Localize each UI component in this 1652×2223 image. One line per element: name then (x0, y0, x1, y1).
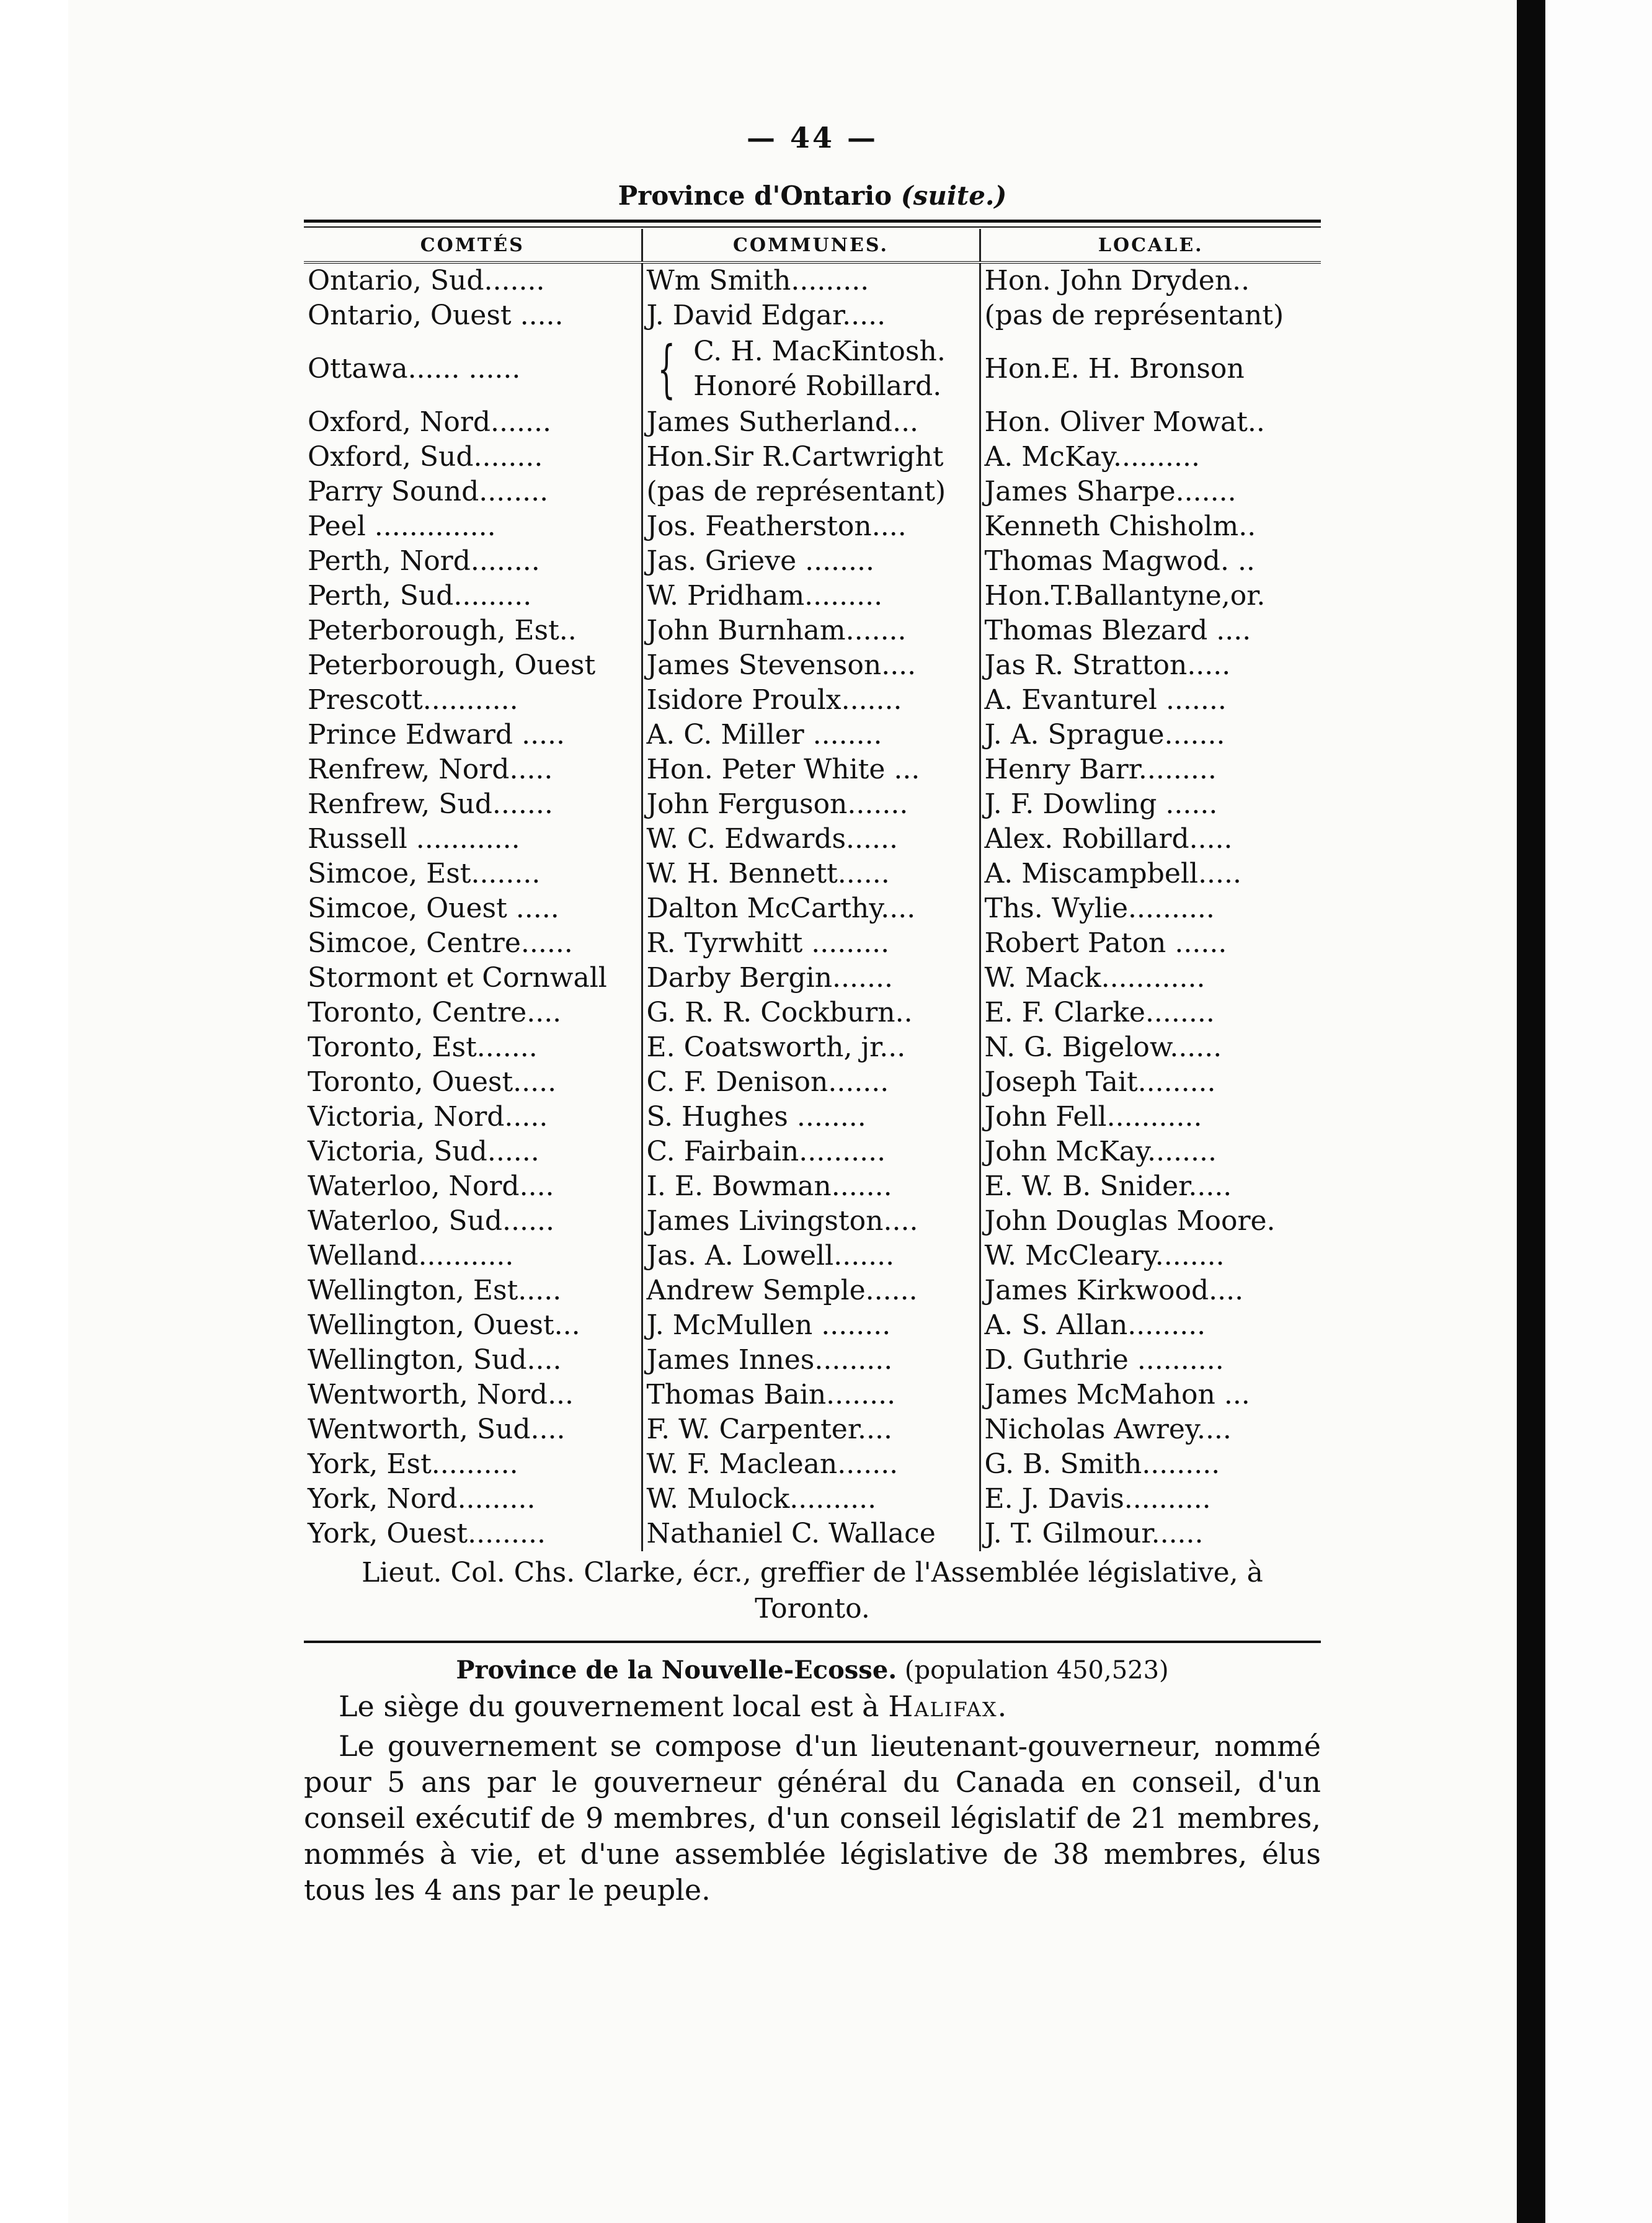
cell-local-member: E. F. Clarke........ (980, 996, 1321, 1030)
cell-county: Simcoe, Ouest ..... (308, 893, 559, 924)
cell-commons-member: John Ferguson....... (642, 787, 980, 822)
cell-county: Oxford, Nord....... (308, 406, 551, 438)
cell-county: Toronto, Centre.... (308, 997, 562, 1028)
cell-county: Renfrew, Sud....... (308, 788, 553, 820)
cell-county: Prescott........... (308, 684, 518, 716)
cell-county: Ottawa...... ...... (308, 353, 521, 385)
cell-local-member: D. Guthrie .......... (980, 1343, 1321, 1378)
table-row (304, 857, 1321, 891)
seat-city: Halifax. (888, 1690, 1008, 1723)
cell-county: Ontario, Sud....... (308, 265, 545, 296)
cell-local-member: Joseph Tait......... (980, 1065, 1321, 1100)
cell-county: Wentworth, Sud.... (308, 1414, 566, 1445)
table-row (304, 1447, 1321, 1482)
cell-county: Russell ............ (308, 823, 520, 855)
table-row (304, 1030, 1321, 1065)
clerk-note: Lieut. Col. Chs. Clarke, écr., greffier de l'Assemblée législative, à Toronto. (362, 1557, 1263, 1624)
title-suffix: (suite.) (900, 180, 1007, 211)
table-row (304, 996, 1321, 1030)
cell-county: Ontario, Ouest ..... (308, 300, 564, 331)
table-row (304, 683, 1321, 718)
cell-local-member: Hon.T.Ballantyne,or. (980, 579, 1321, 613)
table-row (304, 509, 1321, 544)
table-row (304, 298, 1321, 333)
cell-county: Peterborough, Est.. (308, 615, 577, 646)
section-province-name: Province de la Nouvelle-Ecosse. (456, 1655, 897, 1685)
col-header-communes: COMMUNES. (642, 229, 980, 262)
section-population: (population 450,523) (904, 1656, 1169, 1685)
cell-county: Simcoe, Est........ (308, 858, 541, 889)
table-row (304, 1378, 1321, 1412)
cell-local-member: Thomas Blezard .... (980, 613, 1321, 648)
province-title: Province d'Ontario (618, 180, 892, 211)
cell-county: Perth, Nord........ (308, 545, 540, 577)
paragraph-seat (304, 1688, 1321, 1724)
cell-local-member: J. T. Gilmour...... (980, 1517, 1321, 1551)
cell-county: Wellington, Sud.... (308, 1344, 562, 1376)
scan-margin-left (0, 0, 68, 2223)
cell-local-member: James Kirkwood.... (980, 1273, 1321, 1308)
cell-county: Perth, Sud......... (308, 580, 532, 612)
cell-commons-member: S. Hughes ........ (642, 1100, 980, 1134)
cell-county: York, Nord......... (308, 1483, 536, 1515)
section-heading (304, 1655, 1321, 1685)
cell-commons-member: Jas. A. Lowell....... (642, 1239, 980, 1273)
table-row (304, 891, 1321, 926)
cell-county: Victoria, Sud...... (308, 1136, 540, 1167)
cell-commons-member: F. W. Carpenter.... (642, 1412, 980, 1447)
cell-commons-member: W. Pridham......... (642, 579, 980, 613)
members-table (304, 229, 1321, 1551)
cell-commons-member: James Sutherland... (642, 405, 980, 440)
cell-county: Wentworth, Nord... (308, 1379, 574, 1410)
cell-commons-member: Thomas Bain........ (642, 1378, 980, 1412)
table-row (304, 613, 1321, 648)
col-header-comtes: COMTÉS (304, 229, 642, 262)
table-row (304, 1065, 1321, 1100)
cell-commons-member: John Burnham....... (642, 613, 980, 648)
col-header-locale: LOCALE. (980, 229, 1321, 262)
cell-county: Stormont et Cornwall (308, 962, 607, 994)
cell-commons-member: J. McMullen ........ (642, 1308, 980, 1343)
cell-local-member: A. Miscampbell..... (980, 857, 1321, 891)
cell-commons-member: Andrew Semple...... (642, 1273, 980, 1308)
table-header-row (304, 229, 1321, 262)
cell-county: Waterloo, Nord.... (308, 1170, 554, 1202)
cell-county: Peterborough, Ouest (308, 649, 596, 681)
cell-local-member: Kenneth Chisholm.. (980, 509, 1321, 544)
cell-local-member: W. Mack............ (980, 961, 1321, 996)
seat-text: Le siège du gouvernement local est à (339, 1690, 879, 1723)
cell-county: Simcoe, Centre...... (308, 927, 573, 959)
cell-local-member: (pas de représentant) (980, 298, 1321, 333)
cell-commons-member: Hon. Peter White ... (642, 752, 980, 787)
table-row (304, 1239, 1321, 1273)
table-row (304, 718, 1321, 752)
cell-commons-member: W. F. Maclean....... (642, 1447, 980, 1482)
cell-county: Wellington, Est..... (308, 1275, 562, 1306)
cell-commons-member: (pas de représentant) (642, 474, 980, 509)
cell-commons-member: Wm Smith......... (642, 262, 980, 298)
cell-local-member: James McMahon ... (980, 1378, 1321, 1412)
cell-commons-member: James Stevenson.... (642, 648, 980, 683)
cell-commons-member: J. David Edgar..... (642, 298, 980, 333)
bracketed-name: C. H. MacKintosh. (693, 336, 946, 367)
cell-local-member: John Fell........... (980, 1100, 1321, 1134)
table-row (304, 752, 1321, 787)
cell-commons-member: Hon.Sir R.Cartwright (642, 440, 980, 474)
cell-local-member: A. S. Allan......... (980, 1308, 1321, 1343)
cell-local-member: E. J. Davis.......... (980, 1482, 1321, 1517)
table-row (304, 1273, 1321, 1308)
cell-local-member: Robert Paton ...... (980, 926, 1321, 961)
cell-local-member: John Douglas Moore. (980, 1204, 1321, 1239)
paragraph-government: Le gouvernement se compose d'un lieutenant-gouverneur, nommé pour 5 ans par le gouverneur général du Canada en conseil, d'un conseil exécutif de 9 membres, d'un conseil législatif de 21 membres, nommés à vie, et d'une assemblée législative de 38 membres, élus tous les 4 ans par le peuple. (304, 1729, 1321, 1907)
table-row (304, 1100, 1321, 1134)
table-row (304, 405, 1321, 440)
cell-commons-member: R. Tyrwhitt ......... (642, 926, 980, 961)
table-row (304, 1482, 1321, 1517)
page-number: — 44 — (746, 121, 879, 154)
cell-local-member: A. Evanturel ....... (980, 683, 1321, 718)
cell-local-member: J. F. Dowling ...... (980, 787, 1321, 822)
cell-county: York, Est.......... (308, 1448, 518, 1480)
table-row (304, 1343, 1321, 1378)
table-row (304, 474, 1321, 509)
table-row (304, 822, 1321, 857)
table-row (304, 440, 1321, 474)
cell-county: Toronto, Est....... (308, 1031, 538, 1063)
table-row (304, 579, 1321, 613)
cell-commons-member: C. Fairbain.......... (642, 1134, 980, 1169)
cell-county: Toronto, Ouest..... (308, 1066, 557, 1098)
cell-county: Prince Edward ..... (308, 719, 566, 751)
cell-local-member: J. A. Sprague....... (980, 718, 1321, 752)
table-row (304, 1517, 1321, 1551)
section-rule (304, 1641, 1321, 1643)
cell-local-member: Thomas Magwod. .. (980, 544, 1321, 579)
cell-local-member: Alex. Robillard..... (980, 822, 1321, 857)
cell-local-member: W. McCleary........ (980, 1239, 1321, 1273)
cell-county: Parry Sound........ (308, 476, 549, 507)
bracketed-names (647, 334, 975, 404)
cell-commons-member: C. F. Denison....... (642, 1065, 980, 1100)
cell-commons-member: A. C. Miller ........ (642, 718, 980, 752)
cell-local-member: A. McKay.......... (980, 440, 1321, 474)
cell-local-member: John McKay........ (980, 1134, 1321, 1169)
cell-commons-member: E. Coatsworth, jr... (642, 1030, 980, 1065)
cell-county: Wellington, Ouest... (308, 1309, 580, 1341)
cell-commons-member: Darby Bergin....... (642, 961, 980, 996)
table-row (304, 787, 1321, 822)
cell-county: Peel .............. (308, 510, 496, 542)
table-row (304, 1204, 1321, 1239)
cell-commons-member: W. H. Bennett...... (642, 857, 980, 891)
cell-county: Renfrew, Nord..... (308, 754, 553, 785)
cell-commons-member: W. C. Edwards...... (642, 822, 980, 857)
cell-county: Welland........... (308, 1240, 514, 1272)
cell-local-member: Hon. Oliver Mowat.. (980, 405, 1321, 440)
table-row (304, 926, 1321, 961)
cell-local-member: E. W. B. Snider..... (980, 1169, 1321, 1204)
table-row (304, 262, 1321, 298)
cell-commons-member: James Innes......... (642, 1343, 980, 1378)
cell-commons-member: I. E. Bowman....... (642, 1169, 980, 1204)
cell-local-member: Hon.E. H. Bronson (980, 333, 1321, 405)
brace-glyph: { (657, 333, 675, 405)
table-row (304, 1412, 1321, 1447)
cell-county: Victoria, Nord..... (308, 1101, 548, 1133)
cell-county: Oxford, Sud........ (308, 441, 543, 473)
table-body (304, 262, 1321, 1551)
page-content (304, 121, 1321, 1908)
cell-commons-member: W. Mulock.......... (642, 1482, 980, 1517)
table-row (304, 961, 1321, 996)
cell-commons-member: G. R. R. Cockburn.. (642, 996, 980, 1030)
table-row (304, 648, 1321, 683)
facing-page-edge (1545, 0, 1652, 2223)
table-row (304, 1308, 1321, 1343)
cell-commons-member: Nathaniel C. Wallace (642, 1517, 980, 1551)
cell-commons-member: Jas. Grieve ........ (642, 544, 980, 579)
cell-commons-member: Jos. Featherston.... (642, 509, 980, 544)
cell-commons-member: Dalton McCarthy.... (642, 891, 980, 926)
cell-local-member: G. B. Smith......... (980, 1447, 1321, 1482)
table-row (304, 1169, 1321, 1204)
table-title (304, 180, 1321, 211)
table-row (304, 333, 1321, 405)
cell-local-member: Hon. John Dryden.. (980, 262, 1321, 298)
cell-local-member: Jas R. Stratton..... (980, 648, 1321, 683)
cell-commons-member: James Livingston.... (642, 1204, 980, 1239)
cell-commons-member: Isidore Proulx....... (642, 683, 980, 718)
cell-county: Waterloo, Sud...... (308, 1205, 554, 1237)
bracketed-name: Honoré Robillard. (693, 370, 942, 402)
cell-commons-member (642, 333, 980, 405)
cell-local-member: Ths. Wylie.......... (980, 891, 1321, 926)
cell-local-member: Henry Barr......... (980, 752, 1321, 787)
table-row (304, 1134, 1321, 1169)
cell-local-member: Nicholas Awrey.... (980, 1412, 1321, 1447)
cell-local-member: James Sharpe....... (980, 474, 1321, 509)
cell-local-member: N. G. Bigelow...... (980, 1030, 1321, 1065)
cell-county: York, Ouest......... (308, 1518, 546, 1549)
table-row (304, 544, 1321, 579)
header-rule (304, 220, 1321, 228)
